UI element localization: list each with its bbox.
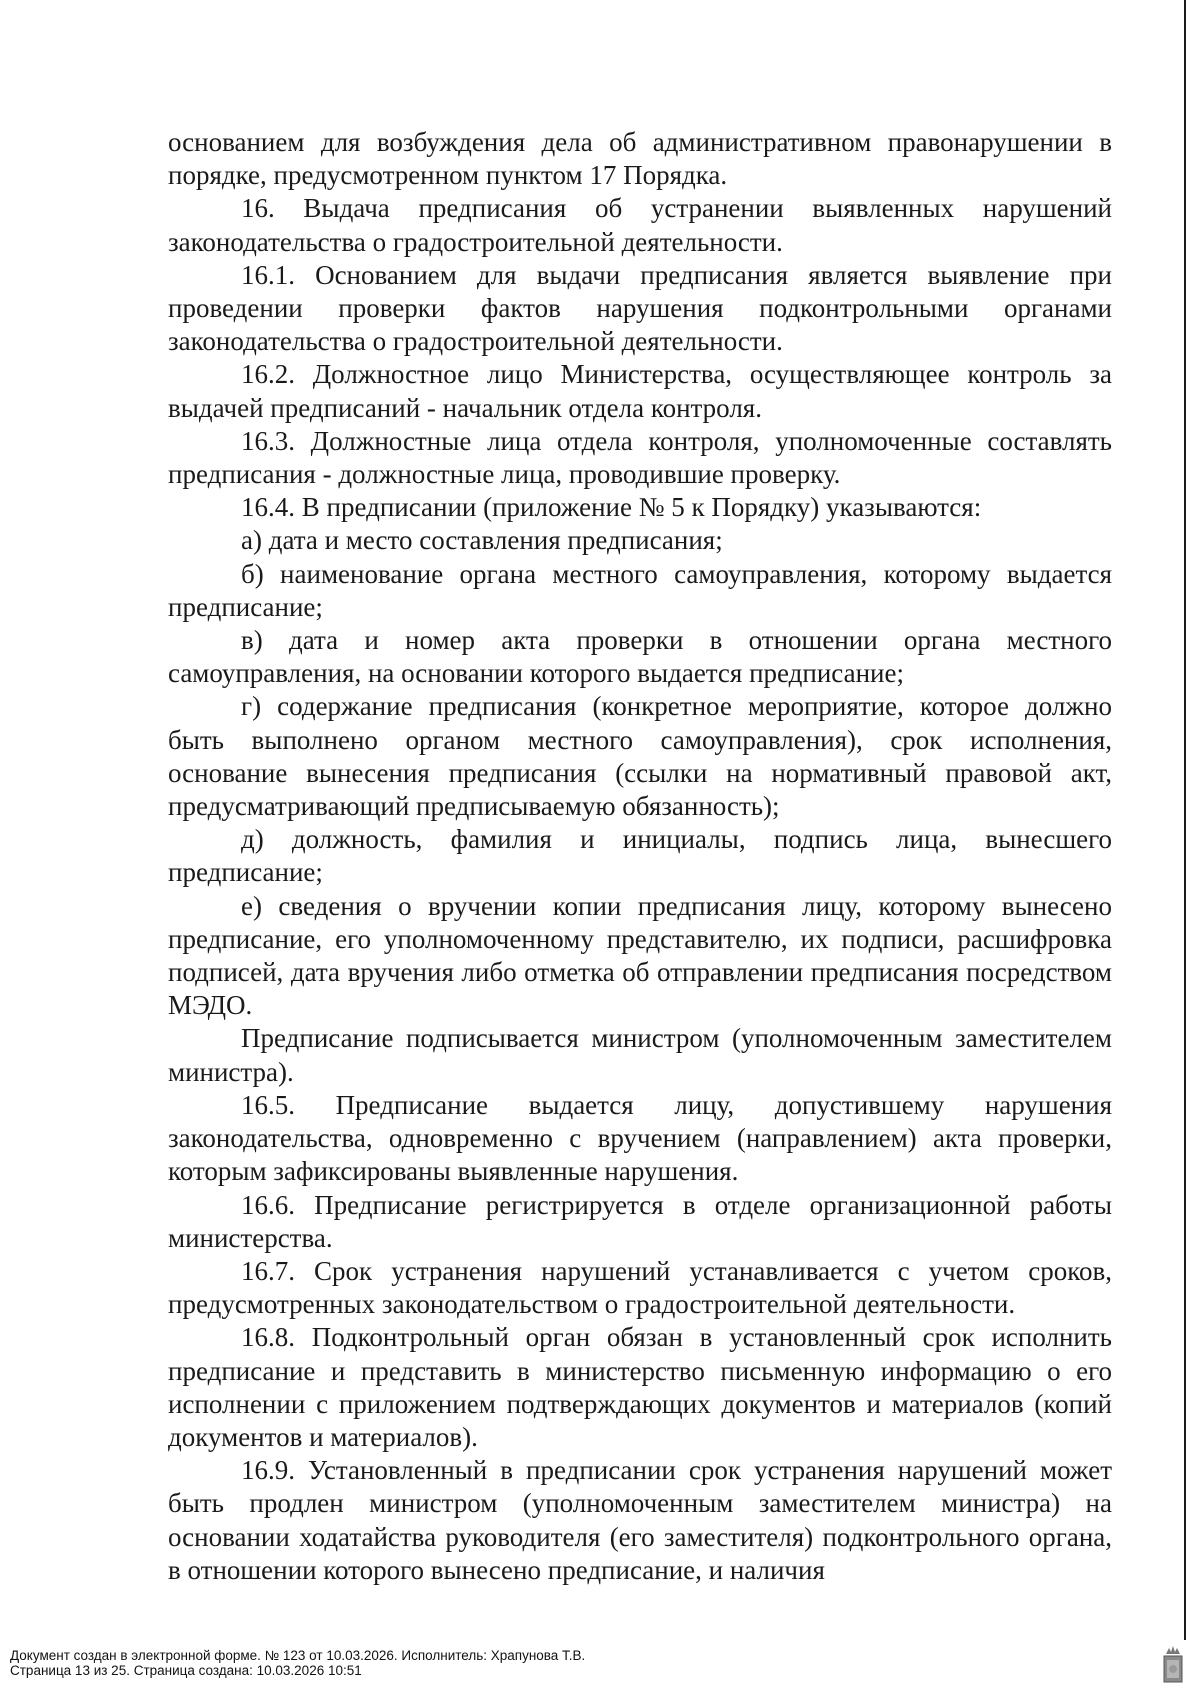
document-body [168,126,1112,1587]
paragraph: д) должность, фамилия и инициалы, подпись лица, вынесшего предписание; [168,824,1112,888]
paragraph: 16. Выдача предписания об устранении выявленных нарушений законодательства о градостроительной деятельности. [168,193,1112,257]
paragraph: основанием для возбуждения дела об административном правонарушении в порядке, предусмотренном пунктом 17 Порядка. [168,127,1112,191]
paragraph: 16.2. Должностное лицо Министерства, осуществляющее контроль за выдачей предписаний - начальник отдела контроля. [168,359,1112,423]
paragraph: Предписание подписывается министром (уполномоченным заместителем министра). [168,1023,1112,1087]
paragraph: 16.1. Основанием для выдачи предписания является выявление при проведении проверки фактов нарушения подконтрольными органами законодательства о градостроительной деятельности. [168,259,1112,357]
paragraph: 16.4. В предписании (приложение № 5 к Порядку) указываются: [241,492,982,523]
page-border-line [1184,0,1186,1640]
paragraph: б) наименование органа местного самоуправления, которому выдается предписание; [168,558,1112,622]
paragraph: е) сведения о вручении копии предписания лицу, которому вынесено предписание, его уполномоченному представителю, их подписи, расшифровка подписей, дата вручения либо отметка об отправлении предписания посредством МЭДО. [168,890,1112,1021]
paragraph: 16.8. Подконтрольный орган обязан в установленный срок исполнить предписание и представить в министерство письменную информацию о его исполнении с приложением подтверждающих документов и материалов (копий документов и материалов). [168,1322,1112,1452]
document-footer [10,1648,1110,1678]
paragraph: 16.9. Установленный в предписании срок устранения нарушений может быть продлен министром (уполномоченным заместителем министра) на основании ходатайства руководителя (его заместителя) подконтрольного органа, в отношении которого вынесено предписание, и наличия [168,1455,1112,1585]
paragraph: 16.6. Предписание регистрируется в отделе организационной работы министерства. [168,1189,1112,1253]
footer-line-1: Документ создан в электронной форме. № 123 от 10.03.2026. Исполнитель: Храпунова Т.В. [10,1648,586,1663]
coat-of-arms-icon [1162,1644,1184,1684]
paragraph: 16.7. Срок устранения нарушений устанавливается с учетом сроков, предусмотренных законодательством о градостроительной деятельности. [168,1255,1112,1320]
paragraph: а) дата и место составления предписания; [241,525,723,556]
paragraph: 16.5. Предписание выдается лицу, допустившему нарушения законодательства, одновременно с вручением (направлением) акта проверки, которым зафиксированы выявленные нарушения. [168,1089,1112,1187]
paragraph: 16.3. Должностные лица отдела контроля, уполномоченные составлять предписания - должностные лица, проводившие проверку. [168,425,1112,490]
paragraph: г) содержание предписания (конкретное мероприятие, которое должно быть выполнено органом местного самоуправления), срок исполнения, основание вынесения предписания (ссылки на нормативный правовой акт, предусматривающий предписываемую обязанность); [168,691,1112,822]
footer-line-2: Страница 13 из 25. Страница создана: 10.03.2026 10:51 [10,1663,362,1678]
paragraph: в) дата и номер акта проверки в отношении органа местного самоуправления, на основании которого выдается предписание; [168,625,1112,689]
